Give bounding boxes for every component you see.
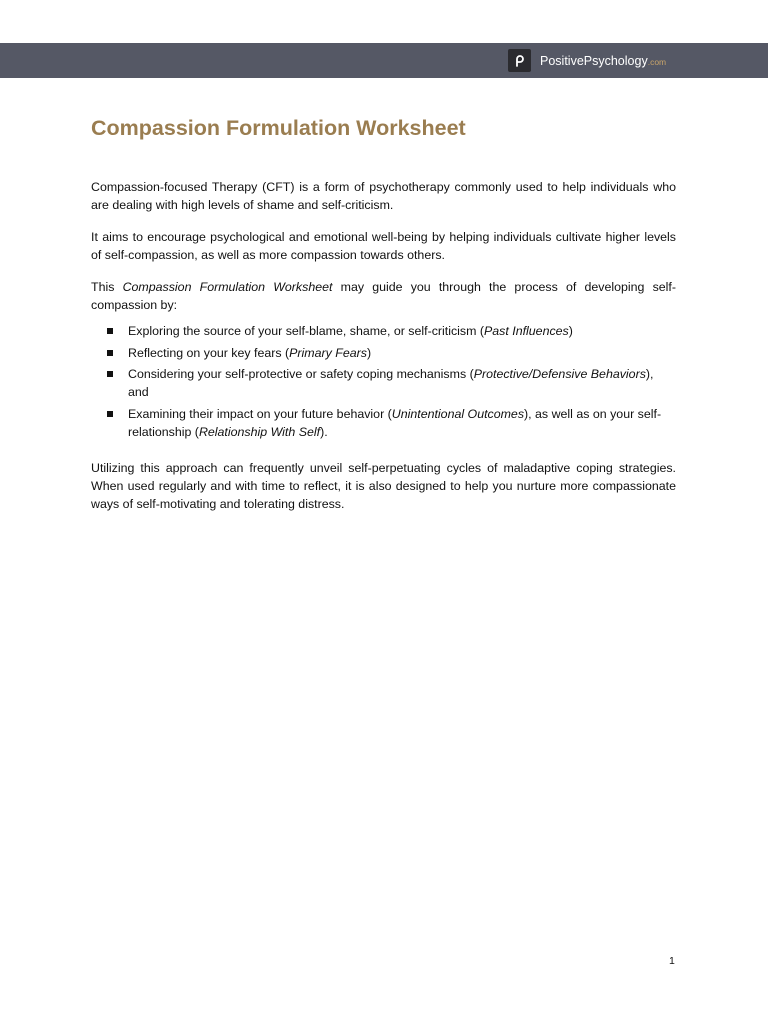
- aims-paragraph: It aims to encourage psychological and emotional well-being by helping individuals cultivate higher levels of self-compassion, as well as more compassion towards others.: [91, 230, 676, 262]
- list-item-emphasis: Past Influences: [484, 324, 569, 338]
- bullet-square-icon: [107, 350, 113, 356]
- closing-paragraph: Utilizing this approach can frequently unveil self-perpetuating cycles of maladaptive coping strategies. When used regularly and with time to reflect, it is also designed to help you nurture more compassionate ways of self-motivating and tolerating distress.: [91, 460, 676, 511]
- document-body: [91, 178, 676, 527]
- guide-text-end: may guide you through the process of developing self-compassion by:: [91, 280, 677, 312]
- list-item-text: Examining their impact on your future behavior (: [128, 406, 392, 421]
- brand-name: [540, 54, 666, 68]
- list-item-text: Considering your self-protective or safety coping mechanisms (: [128, 367, 474, 381]
- list-item-text-mid: ), as well as on your self-relationship (: [128, 406, 662, 439]
- list-item-text-end: ).: [320, 424, 328, 439]
- list-item-emphasis: Protective/Defensive Behaviors: [473, 367, 646, 381]
- list-item-text-end: ): [366, 345, 372, 360]
- bullet-square-icon: [107, 328, 113, 334]
- header-bar: [0, 43, 768, 78]
- steps-list: [91, 322, 676, 441]
- list-item: [91, 344, 676, 362]
- guide-text-start: This: [91, 280, 123, 294]
- list-item-text-end: ), and: [128, 367, 654, 399]
- list-item: [91, 365, 676, 401]
- list-item-text: Reflecting on your key fears (: [128, 345, 290, 360]
- list-item-emphasis-2: Relationship With Self: [198, 424, 321, 439]
- page-title: Compassion Formulation Worksheet: [91, 116, 466, 140]
- list-item: [91, 322, 676, 340]
- guide-paragraph: [91, 278, 676, 314]
- positive-psychology-p-icon: [508, 49, 531, 72]
- intro-paragraph: Compassion-focused Therapy (CFT) is a form of psychotherapy commonly used to help individuals who are dealing with high levels of shame and self-criticism.: [91, 180, 676, 212]
- list-item-emphasis: Unintentional Outcomes: [391, 406, 525, 421]
- bullet-square-icon: [107, 411, 113, 417]
- list-item: [91, 405, 676, 441]
- bullet-square-icon: [107, 371, 113, 377]
- list-item-text-end: ): [568, 324, 573, 338]
- list-item-emphasis: Primary Fears: [289, 345, 367, 360]
- worksheet-name: Compassion Formulation Worksheet: [122, 280, 333, 294]
- list-item-text: Exploring the source of your self-blame, shame, or self-criticism (: [128, 324, 485, 338]
- brand-name-suffix: .com: [647, 56, 667, 67]
- page-number: 1: [669, 955, 675, 967]
- brand-logo[interactable]: [508, 49, 666, 72]
- brand-name-main: PositivePsychology: [540, 53, 648, 68]
